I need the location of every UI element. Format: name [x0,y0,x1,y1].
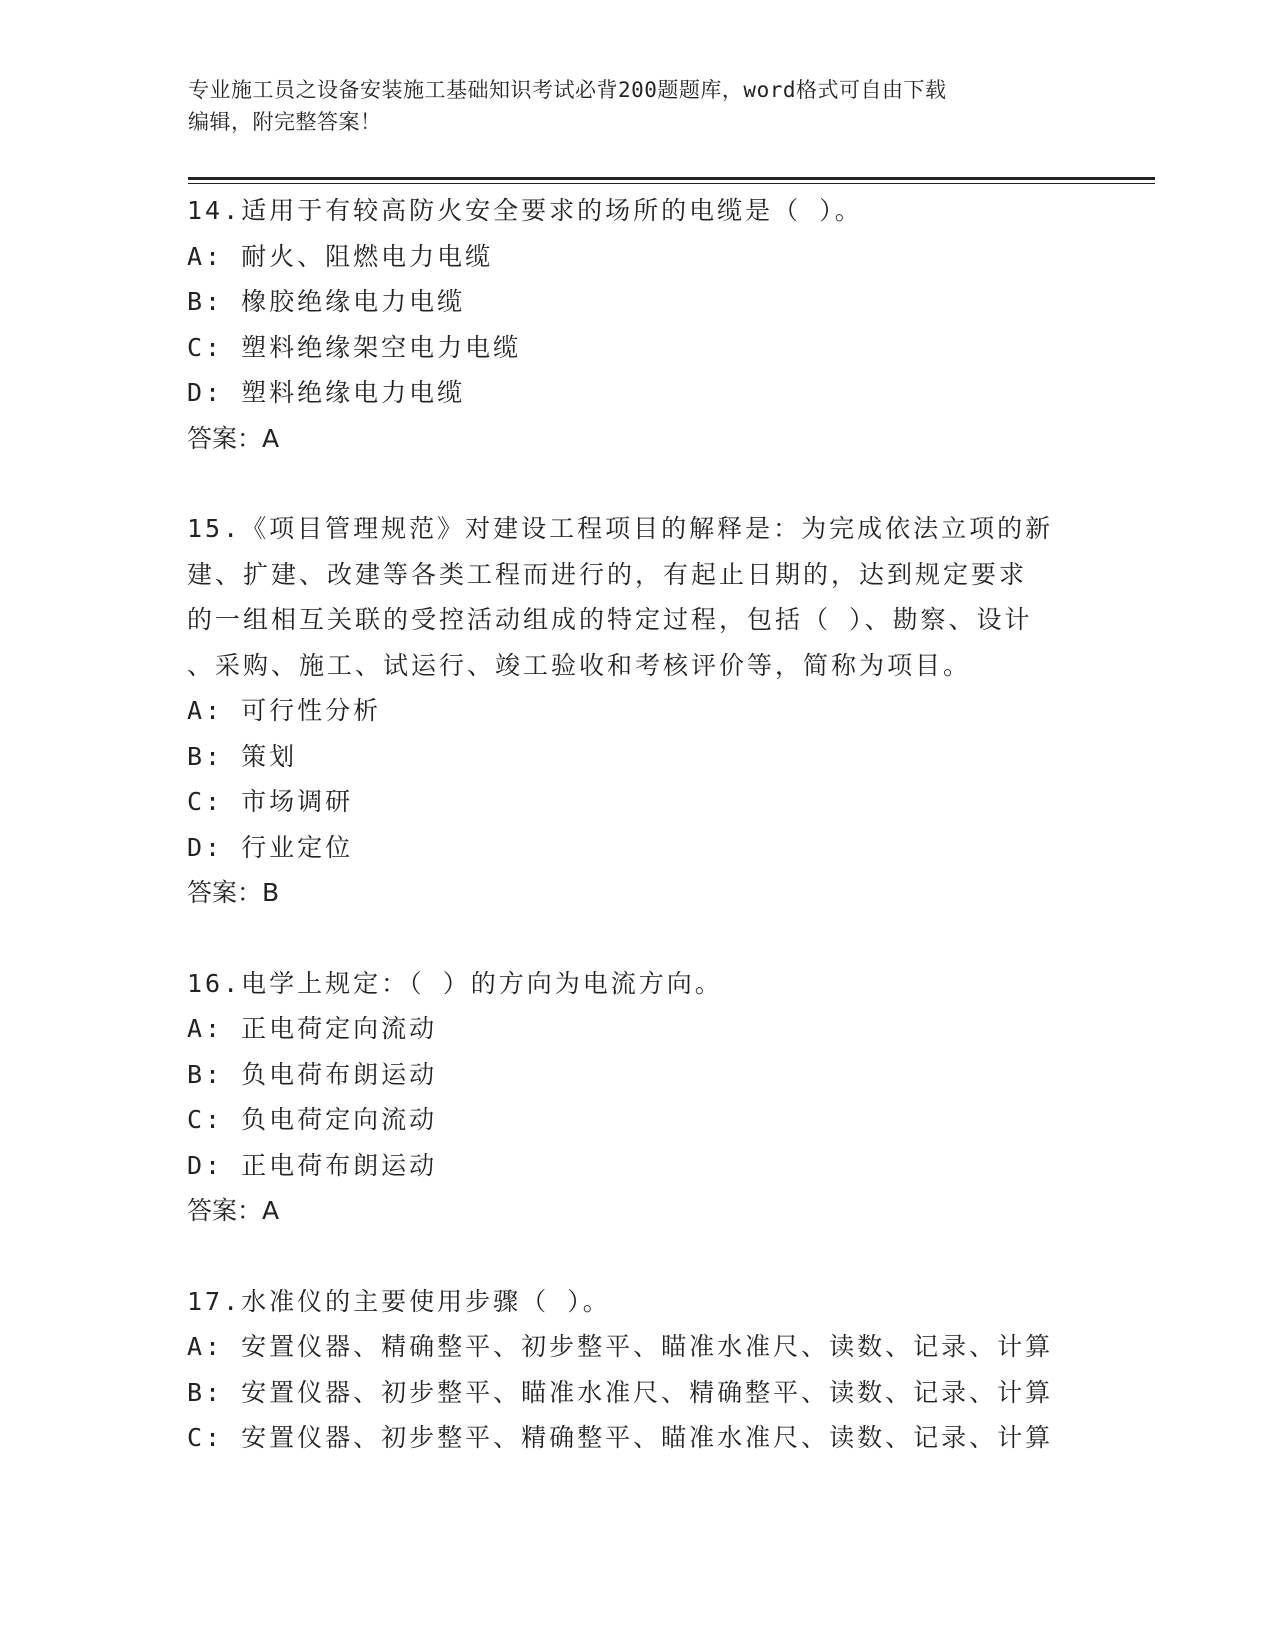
question-stem [187,961,1087,1007]
option-d: D: 塑料绝缘电力电缆 [187,378,466,407]
option-c: C: 市场调研 [187,787,354,816]
stem-line: 14.适用于有较高防火安全要求的场所的电缆是（ ）。 [187,196,863,225]
option-a: A: 安置仪器、精确整平、初步整平、瞄准水准尺、读数、记录、计算 [187,1332,1054,1361]
question-stem [187,1279,1087,1325]
option-b: B: 负电荷布朗运动 [187,1059,438,1089]
option-d: D: 行业定位 [187,832,354,862]
stem-line: 的一组相互关联的受控活动组成的特定过程，包括（ ）、勘察、设计 [187,605,1033,634]
option-a: A: 可行性分析 [187,696,382,725]
question-gap [187,461,1087,506]
stem-line: 16.电学上规定：（ ）的方向为电流方向。 [187,968,723,998]
question-list [187,188,1087,1461]
header-divider-thin [188,183,1155,184]
option-c: C: 塑料绝缘架空电力电缆 [187,332,522,362]
question-15 [187,506,1087,916]
option-c: C: 安置仪器、初步整平、精确整平、瞄准水准尺、读数、记录、计算 [187,1423,1054,1452]
question-14 [187,188,1087,461]
stem-line: 、采购、施工、试运行、竣工验收和考核评价等，简称为项目。 [187,650,972,680]
option-b: B: 安置仪器、初步整平、瞄准水准尺、精确整平、读数、记录、计算 [187,1377,1054,1407]
document-header [188,74,1088,138]
option-d: D: 正电荷布朗运动 [187,1150,438,1180]
question-17 [187,1279,1087,1461]
question-stem [187,188,1087,234]
stem-line: 建、扩建、改建等各类工程而进行的，有起止日期的，达到规定要求 [187,559,1028,589]
answer-line: 答案：A [187,1196,280,1225]
question-stem [187,506,1087,688]
option-c: C: 负电荷定向流动 [187,1105,438,1134]
option-a: A: 正电荷定向流动 [187,1014,438,1043]
option-a: A: 耐火、阻燃电力电缆 [187,241,494,271]
header-line-2: 编辑，附完整答案！ [188,110,382,134]
option-b: B: 橡胶绝缘电力电缆 [187,287,466,316]
header-line-1: 专业施工员之设备安装施工基础知识考试必背200题题库，word格式可自由下载 [188,78,947,102]
answer-line: 答案：A [187,423,280,453]
question-gap [187,916,1087,961]
answer-line: 答案：B [187,878,280,907]
question-16 [187,961,1087,1234]
stem-line: 15.《项目管理规范》对建设工程项目的解释是：为完成依法立项的新 [187,514,1054,543]
header-divider-thick [188,177,1155,180]
question-gap [187,1234,1087,1279]
option-b: B: 策划 [187,741,298,771]
stem-line: 17.水准仪的主要使用步骤（ ）。 [187,1286,611,1316]
